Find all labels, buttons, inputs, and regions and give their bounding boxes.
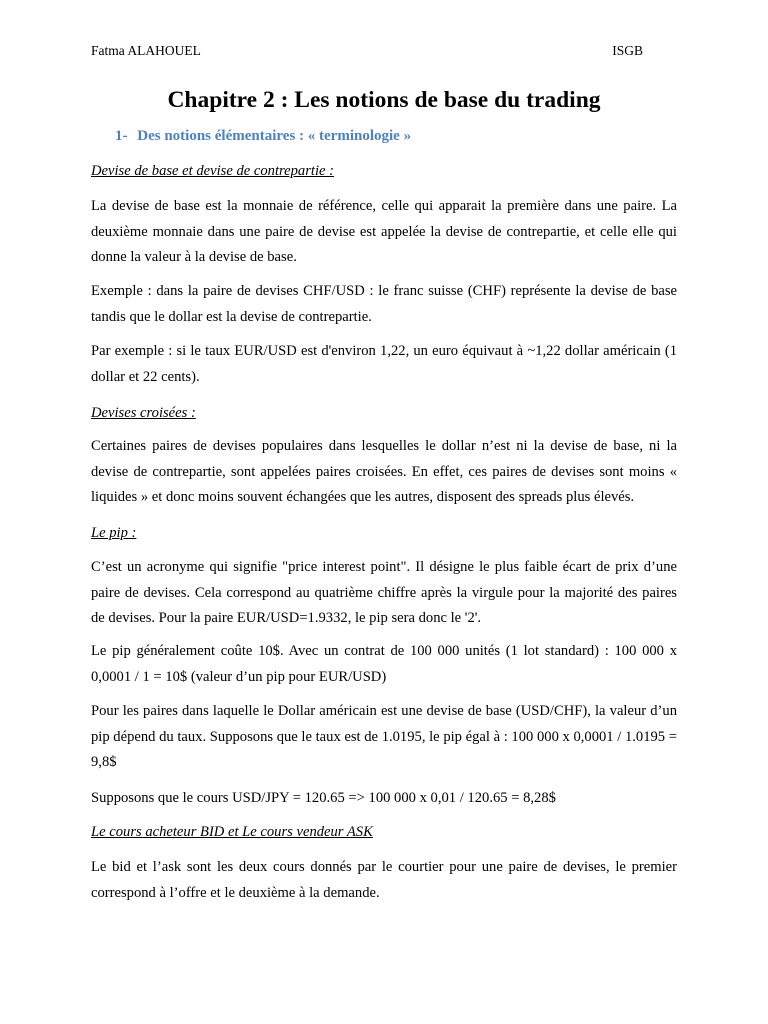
subhead-pip: Le pip : xyxy=(91,525,137,541)
subhead-devises-croisees: Devises croisées : xyxy=(91,405,196,421)
paragraph-usd-jpy: Supposons que le cours USD/JPY = 120.65 => 100 000 x 0,01 / 120.65 = 8,28$ xyxy=(91,790,556,806)
page-header xyxy=(91,43,643,61)
section-number: 1- xyxy=(115,128,128,144)
paragraph-pip-cout: Le pip généralement coûte 10$. Avec un contrat de 100 000 unités (1 lot standard) : 100 000 x 0,0001 / 1 = 10$ (valeur d’un pip pour EUR/USD) xyxy=(91,643,677,685)
subhead-devise-base: Devise de base et devise de contrepartie : xyxy=(91,163,334,179)
section-heading xyxy=(115,126,411,146)
paragraph-bid-ask: Le bid et l’ask sont les deux cours donnés par le courtier pour une paire de devises, le premier correspond à l’offre et le deuxième à la demande. xyxy=(91,859,677,901)
paragraph-pip-definition: C’est un acronyme qui signifie "price interest point". Il désigne le plus faible écart de prix d’une paire de devises. Cela correspond au quatrième chiffre après la virgule pour la majorité des paires de devises. Pour la paire EUR/USD=1.9332, le pip sera donc le '2'. xyxy=(91,559,677,626)
header-institution: ISGB xyxy=(612,43,643,58)
paragraph-pip-usd-base: Pour les paires dans laquelle le Dollar américain est une devise de base (USD/CHF), la valeur d’un pip dépend du taux. Supposons que le taux est de 1.0195, le pip égal à : 100 000 x 0,0001 / 1.0195 = 9,8$ xyxy=(91,703,677,770)
paragraph-exemple-chf: Exemple : dans la paire de devises CHF/USD : le franc suisse (CHF) représente la devise de base tandis que le dollar est la devise de contrepartie. xyxy=(91,283,677,325)
paragraph-devises-croisees: Certaines paires de devises populaires dans lesquelles le dollar n’est ni la devise de base, ni la devise de contrepartie, sont appelées paires croisées. En effet, ces paires de devises sont moins « liquides » et donc moins souvent échangées que les autres, disposent des spreads plus élevés. xyxy=(91,438,677,505)
paragraph-devise-base: La devise de base est la monnaie de référence, celle qui apparait la première dans une paire. La deuxième monnaie dans une paire de devise est appelée la devise de contrepartie, et celle elle qui donne la valeur à la devise de base. xyxy=(91,198,677,265)
section-label: Des notions élémentaires : « terminologie » xyxy=(137,128,412,144)
subhead-bid-ask: Le cours acheteur BID et Le cours vendeur ASK xyxy=(91,824,373,840)
header-author: Fatma ALAHOUEL xyxy=(91,43,201,58)
paragraph-exemple-eur: Par exemple : si le taux EUR/USD est d'environ 1,22, un euro équivaut à ~1,22 dollar américain (1 dollar et 22 cents). xyxy=(91,343,677,385)
chapter-title: Chapitre 2 : Les notions de base du trading xyxy=(167,87,601,113)
